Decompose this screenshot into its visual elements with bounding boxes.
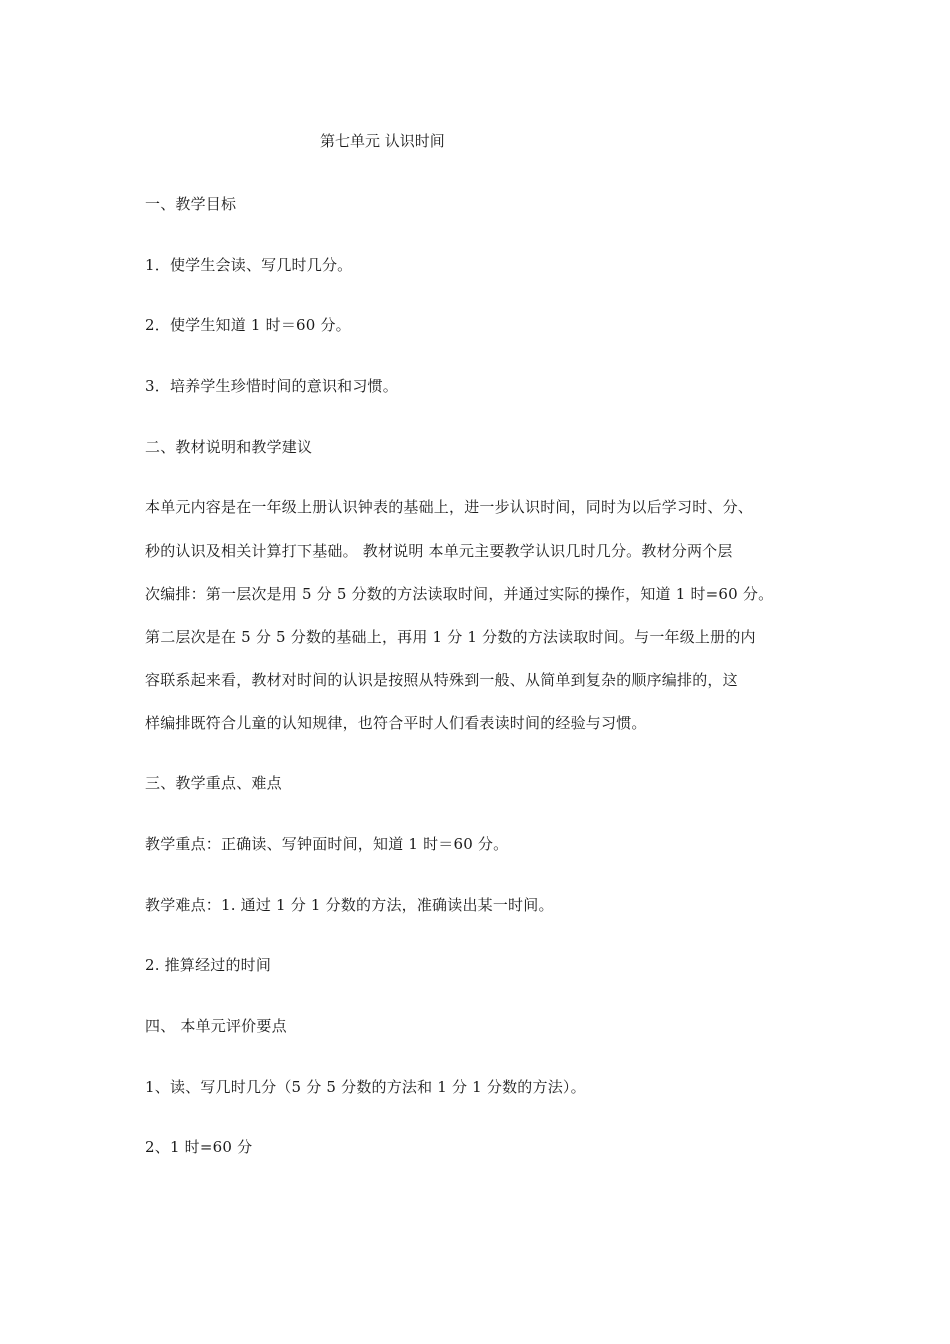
section-heading-materials: 二、教材说明和教学建议 — [145, 438, 313, 456]
document-title: 第七单元 认识时间 — [320, 132, 445, 150]
goal-item: 1．使学生会读、写几时几分。 — [145, 256, 353, 274]
difficulty-text: 2. 推算经过的时间 — [145, 956, 272, 974]
goal-item: 3．培养学生珍惜时间的意识和习惯。 — [145, 377, 398, 395]
paragraph-line: 样编排既符合儿童的认知规律，也符合平时人们看表读时间的经验与习惯。 — [145, 714, 647, 732]
section-heading-key-points: 三、教学重点、难点 — [145, 774, 282, 792]
key-point-text: 教学重点：正确读、写钟面时间，知道 1 时＝60 分。 — [145, 835, 509, 853]
section-heading-evaluation: 四、 本单元评价要点 — [145, 1017, 287, 1035]
paragraph-line: 本单元内容是在一年级上册认识钟表的基础上，进一步认识时间，同时为以后学习时、分、 — [145, 498, 754, 516]
paragraph-line: 第二层次是在 5 分 5 分数的基础上，再用 1 分 1 分数的方法读取时间。与一年级上册的内 — [145, 628, 756, 646]
paragraph-line: 容联系起来看，教材对时间的认识是按照从特殊到一般、从简单到复杂的顺序编排的，这 — [145, 671, 738, 689]
goal-item: 2．使学生知道 1 时＝60 分。 — [145, 316, 351, 334]
paragraph-line: 次编排：第一层次是用 5 分 5 分数的方法读取时间，并通过实际的操作，知道 1 时=60 分。 — [145, 585, 774, 603]
section-heading-teaching-goals: 一、教学目标 — [145, 195, 237, 213]
evaluation-item: 1、读、写几时几分（5 分 5 分数的方法和 1 分 1 分数的方法）。 — [145, 1078, 586, 1096]
difficulty-text: 教学难点：1. 通过 1 分 1 分数的方法，准确读出某一时间。 — [145, 896, 554, 914]
evaluation-item: 2、1 时=60 分 — [145, 1138, 253, 1156]
paragraph-line: 秒的认识及相关计算打下基础。 教材说明 本单元主要教学认识几时几分。教材分两个层 — [145, 542, 733, 560]
